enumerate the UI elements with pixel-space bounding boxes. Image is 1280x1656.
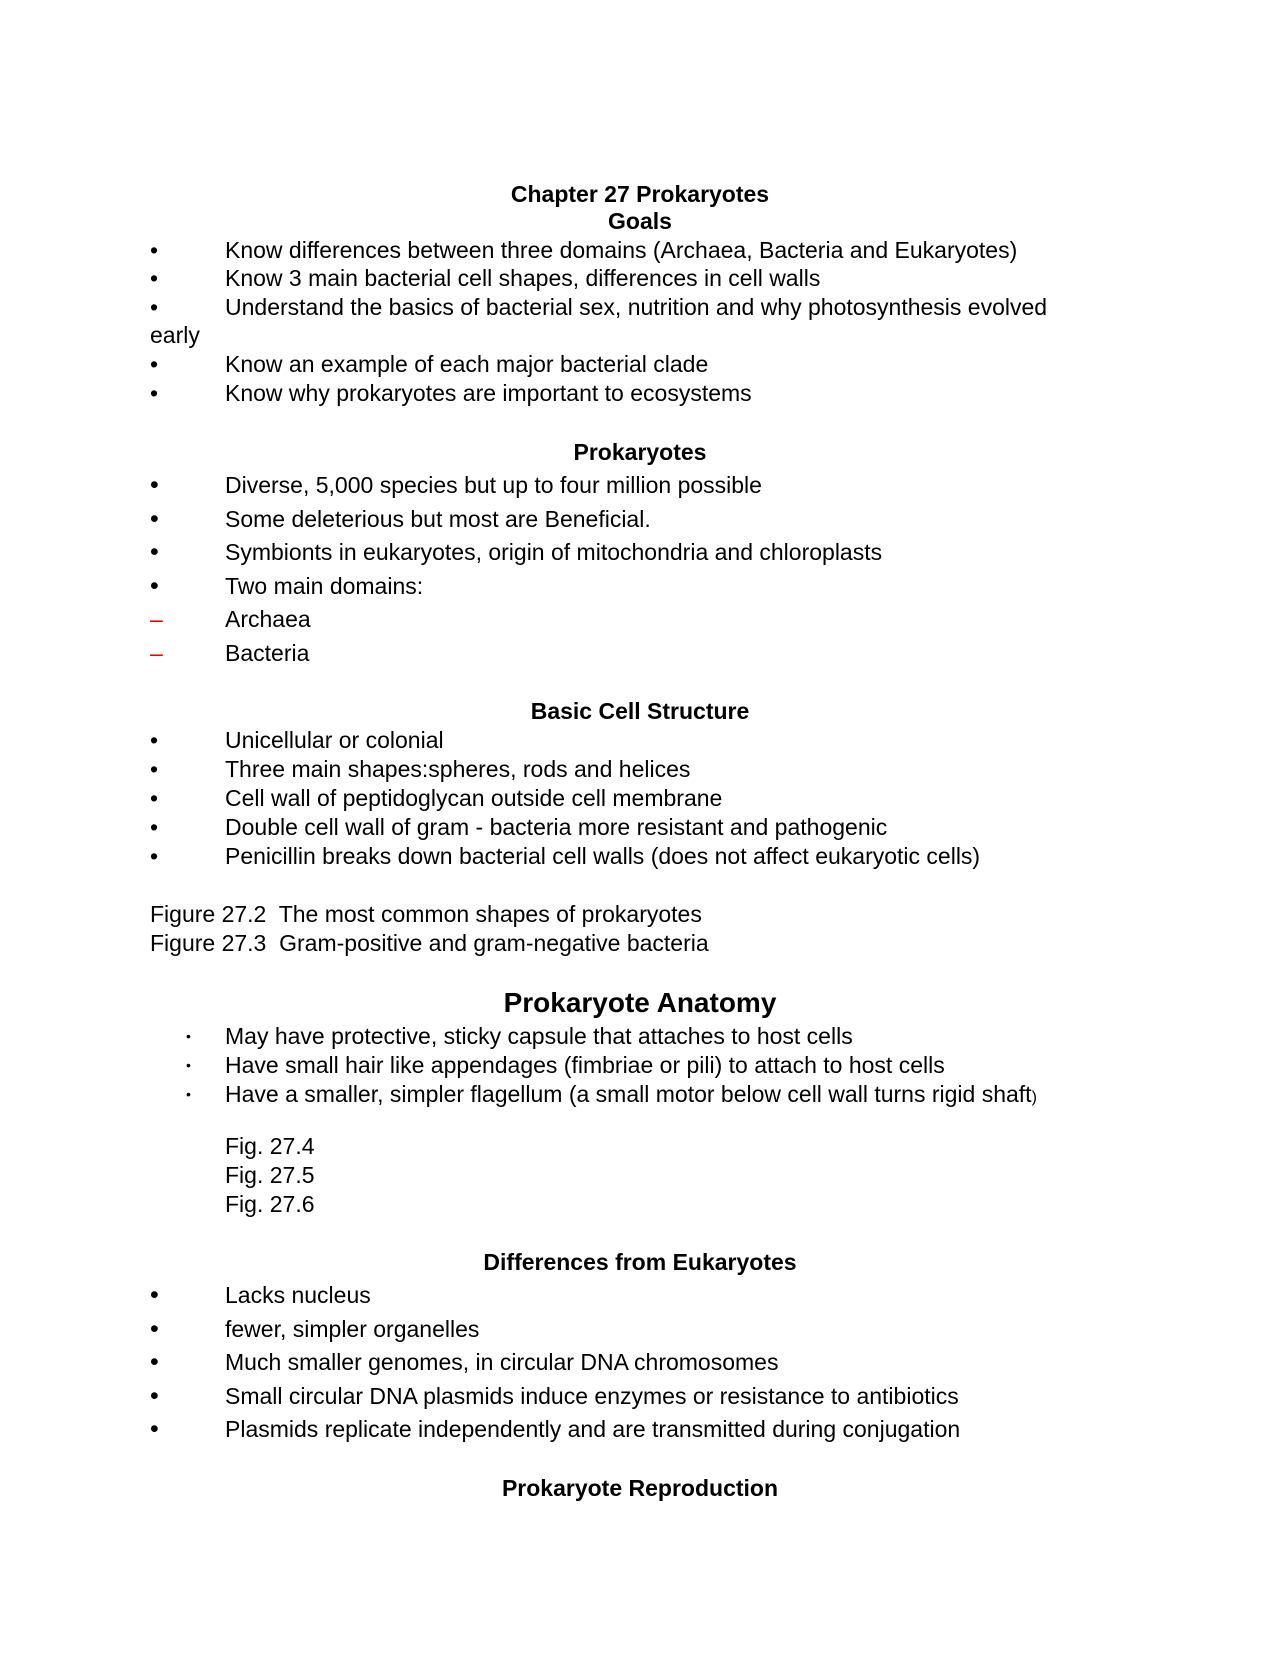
figure-reference bbox=[0, 900, 1280, 928]
anatomy-item bbox=[0, 1080, 1280, 1108]
figure-reference bbox=[0, 1132, 1280, 1160]
bullet-icon: • bbox=[186, 1028, 191, 1044]
bullet-icon: • bbox=[150, 351, 159, 377]
bullet-icon: • bbox=[150, 237, 159, 263]
differences-item-text: Lacks nucleus bbox=[225, 1282, 371, 1308]
goal-item-text: Know an example of each major bacterial clade bbox=[225, 351, 709, 377]
bullet-icon: • bbox=[150, 756, 159, 782]
bullet-icon: • bbox=[150, 785, 159, 811]
cell-structure-item-text: Double cell wall of gram - bacteria more resistant and pathogenic bbox=[225, 814, 888, 840]
prokaryotes-item bbox=[0, 538, 1280, 566]
anatomy-item-main: Have a smaller, simpler flagellum (a small motor below cell wall turns rigid shaft bbox=[225, 1081, 1032, 1107]
bullet-icon: • bbox=[150, 1281, 159, 1309]
domain-subitem bbox=[0, 639, 1280, 667]
dash-icon: – bbox=[150, 606, 163, 632]
cell-structure-item-text: Cell wall of peptidoglycan outside cell membrane bbox=[225, 785, 723, 811]
bullet-icon: • bbox=[186, 1057, 191, 1073]
goal-item bbox=[0, 264, 1280, 292]
domain-subitem-text: Bacteria bbox=[225, 640, 310, 666]
bullet-icon: • bbox=[186, 1086, 191, 1102]
cell-structure-item bbox=[0, 726, 1280, 754]
bullet-icon: • bbox=[150, 471, 159, 499]
dash-icon: – bbox=[150, 640, 163, 666]
prokaryotes-heading: Prokaryotes bbox=[573, 439, 707, 465]
prokaryotes-item-text: Diverse, 5,000 species but up to four million possible bbox=[225, 472, 762, 498]
domain-subitem bbox=[0, 605, 1280, 633]
differences-item bbox=[0, 1348, 1280, 1376]
goal-item bbox=[0, 236, 1280, 264]
anatomy-item-text: Have small hair like appendages (fimbriae or pili) to attach to host cells bbox=[225, 1052, 945, 1078]
bullet-icon: • bbox=[150, 1348, 159, 1376]
goal-item-text: Know 3 main bacterial cell shapes, differences in cell walls bbox=[225, 265, 821, 291]
bullet-icon: • bbox=[150, 814, 159, 840]
bullet-icon: • bbox=[150, 1315, 159, 1343]
differences-item bbox=[0, 1382, 1280, 1410]
prokaryotes-item bbox=[0, 505, 1280, 533]
prokaryotes-item bbox=[0, 572, 1280, 600]
cell-structure-heading: Basic Cell Structure bbox=[530, 698, 750, 724]
goal-item-text: Know differences between three domains (Archaea, Bacteria and Eukaryotes) bbox=[225, 237, 1018, 263]
bullet-icon: • bbox=[150, 538, 159, 566]
goal-item-text: early bbox=[150, 322, 200, 348]
cell-structure-item-text: Unicellular or colonial bbox=[225, 727, 444, 753]
bullet-icon: • bbox=[150, 265, 159, 291]
anatomy-item-text: May have protective, sticky capsule that attaches to host cells bbox=[225, 1023, 853, 1049]
bullet-icon: • bbox=[150, 505, 159, 533]
anatomy-item bbox=[0, 1022, 1280, 1050]
figure-reference-text: Fig. 27.6 bbox=[225, 1191, 315, 1217]
differences-item-text: Small circular DNA plasmids induce enzymes or resistance to antibiotics bbox=[225, 1383, 959, 1409]
anatomy-heading: Prokaryote Anatomy bbox=[503, 987, 777, 1018]
anatomy-item-text bbox=[225, 1080, 1037, 1112]
differences-item-text: Plasmids replicate independently and are transmitted during conjugation bbox=[225, 1416, 961, 1442]
chapter-title: Chapter 27 Prokaryotes bbox=[510, 181, 770, 207]
cell-structure-item bbox=[0, 842, 1280, 870]
bullet-icon: • bbox=[150, 1415, 159, 1443]
cell-structure-item bbox=[0, 813, 1280, 841]
bullet-icon: • bbox=[150, 843, 159, 869]
goals-heading: Goals bbox=[608, 208, 672, 234]
bullet-icon: • bbox=[150, 572, 159, 600]
figure-reference-text: Fig. 27.4 bbox=[225, 1133, 315, 1159]
differences-heading: Differences from Eukaryotes bbox=[483, 1249, 797, 1275]
goal-item bbox=[0, 293, 1280, 321]
closing-parenthesis: ) bbox=[1031, 1089, 1037, 1106]
bullet-icon: • bbox=[150, 380, 159, 406]
prokaryotes-item-text: Two main domains: bbox=[225, 573, 424, 599]
figure-reference bbox=[0, 1190, 1280, 1218]
cell-structure-item-text: Three main shapes:spheres, rods and helices bbox=[225, 756, 691, 782]
differences-item bbox=[0, 1281, 1280, 1309]
figure-reference bbox=[0, 929, 1280, 957]
goal-item bbox=[0, 379, 1280, 407]
anatomy-item bbox=[0, 1051, 1280, 1079]
prokaryotes-item-text: Symbionts in eukaryotes, origin of mitochondria and chloroplasts bbox=[225, 539, 883, 565]
figure-reference-text: Figure 27.2 The most common shapes of prokaryotes bbox=[150, 901, 702, 927]
domain-subitem-text: Archaea bbox=[225, 606, 311, 632]
goal-item bbox=[0, 350, 1280, 378]
cell-structure-item-text: Penicillin breaks down bacterial cell walls (does not affect eukaryotic cells) bbox=[225, 843, 981, 869]
goal-item-text: Know why prokaryotes are important to ecosystems bbox=[225, 380, 752, 406]
bullet-icon: • bbox=[150, 1382, 159, 1410]
prokaryotes-item-text: Some deleterious but most are Beneficial. bbox=[225, 506, 651, 532]
goal-item-text: Understand the basics of bacterial sex, nutrition and why photosynthesis evolved bbox=[225, 294, 1048, 320]
prokaryotes-item bbox=[0, 471, 1280, 499]
goal-item-continuation bbox=[0, 321, 1280, 349]
figure-reference-text: Figure 27.3 Gram-positive and gram-negative bacteria bbox=[150, 930, 709, 956]
differences-item-text: Much smaller genomes, in circular DNA chromosomes bbox=[225, 1349, 779, 1375]
cell-structure-item bbox=[0, 755, 1280, 783]
reproduction-heading: Prokaryote Reproduction bbox=[501, 1475, 779, 1501]
figure-reference bbox=[0, 1161, 1280, 1189]
figure-reference-text: Fig. 27.5 bbox=[225, 1162, 315, 1188]
differences-item bbox=[0, 1415, 1280, 1443]
differences-item bbox=[0, 1315, 1280, 1343]
bullet-icon: • bbox=[150, 294, 159, 320]
cell-structure-item bbox=[0, 784, 1280, 812]
differences-item-text: fewer, simpler organelles bbox=[225, 1316, 480, 1342]
bullet-icon: • bbox=[150, 727, 159, 753]
